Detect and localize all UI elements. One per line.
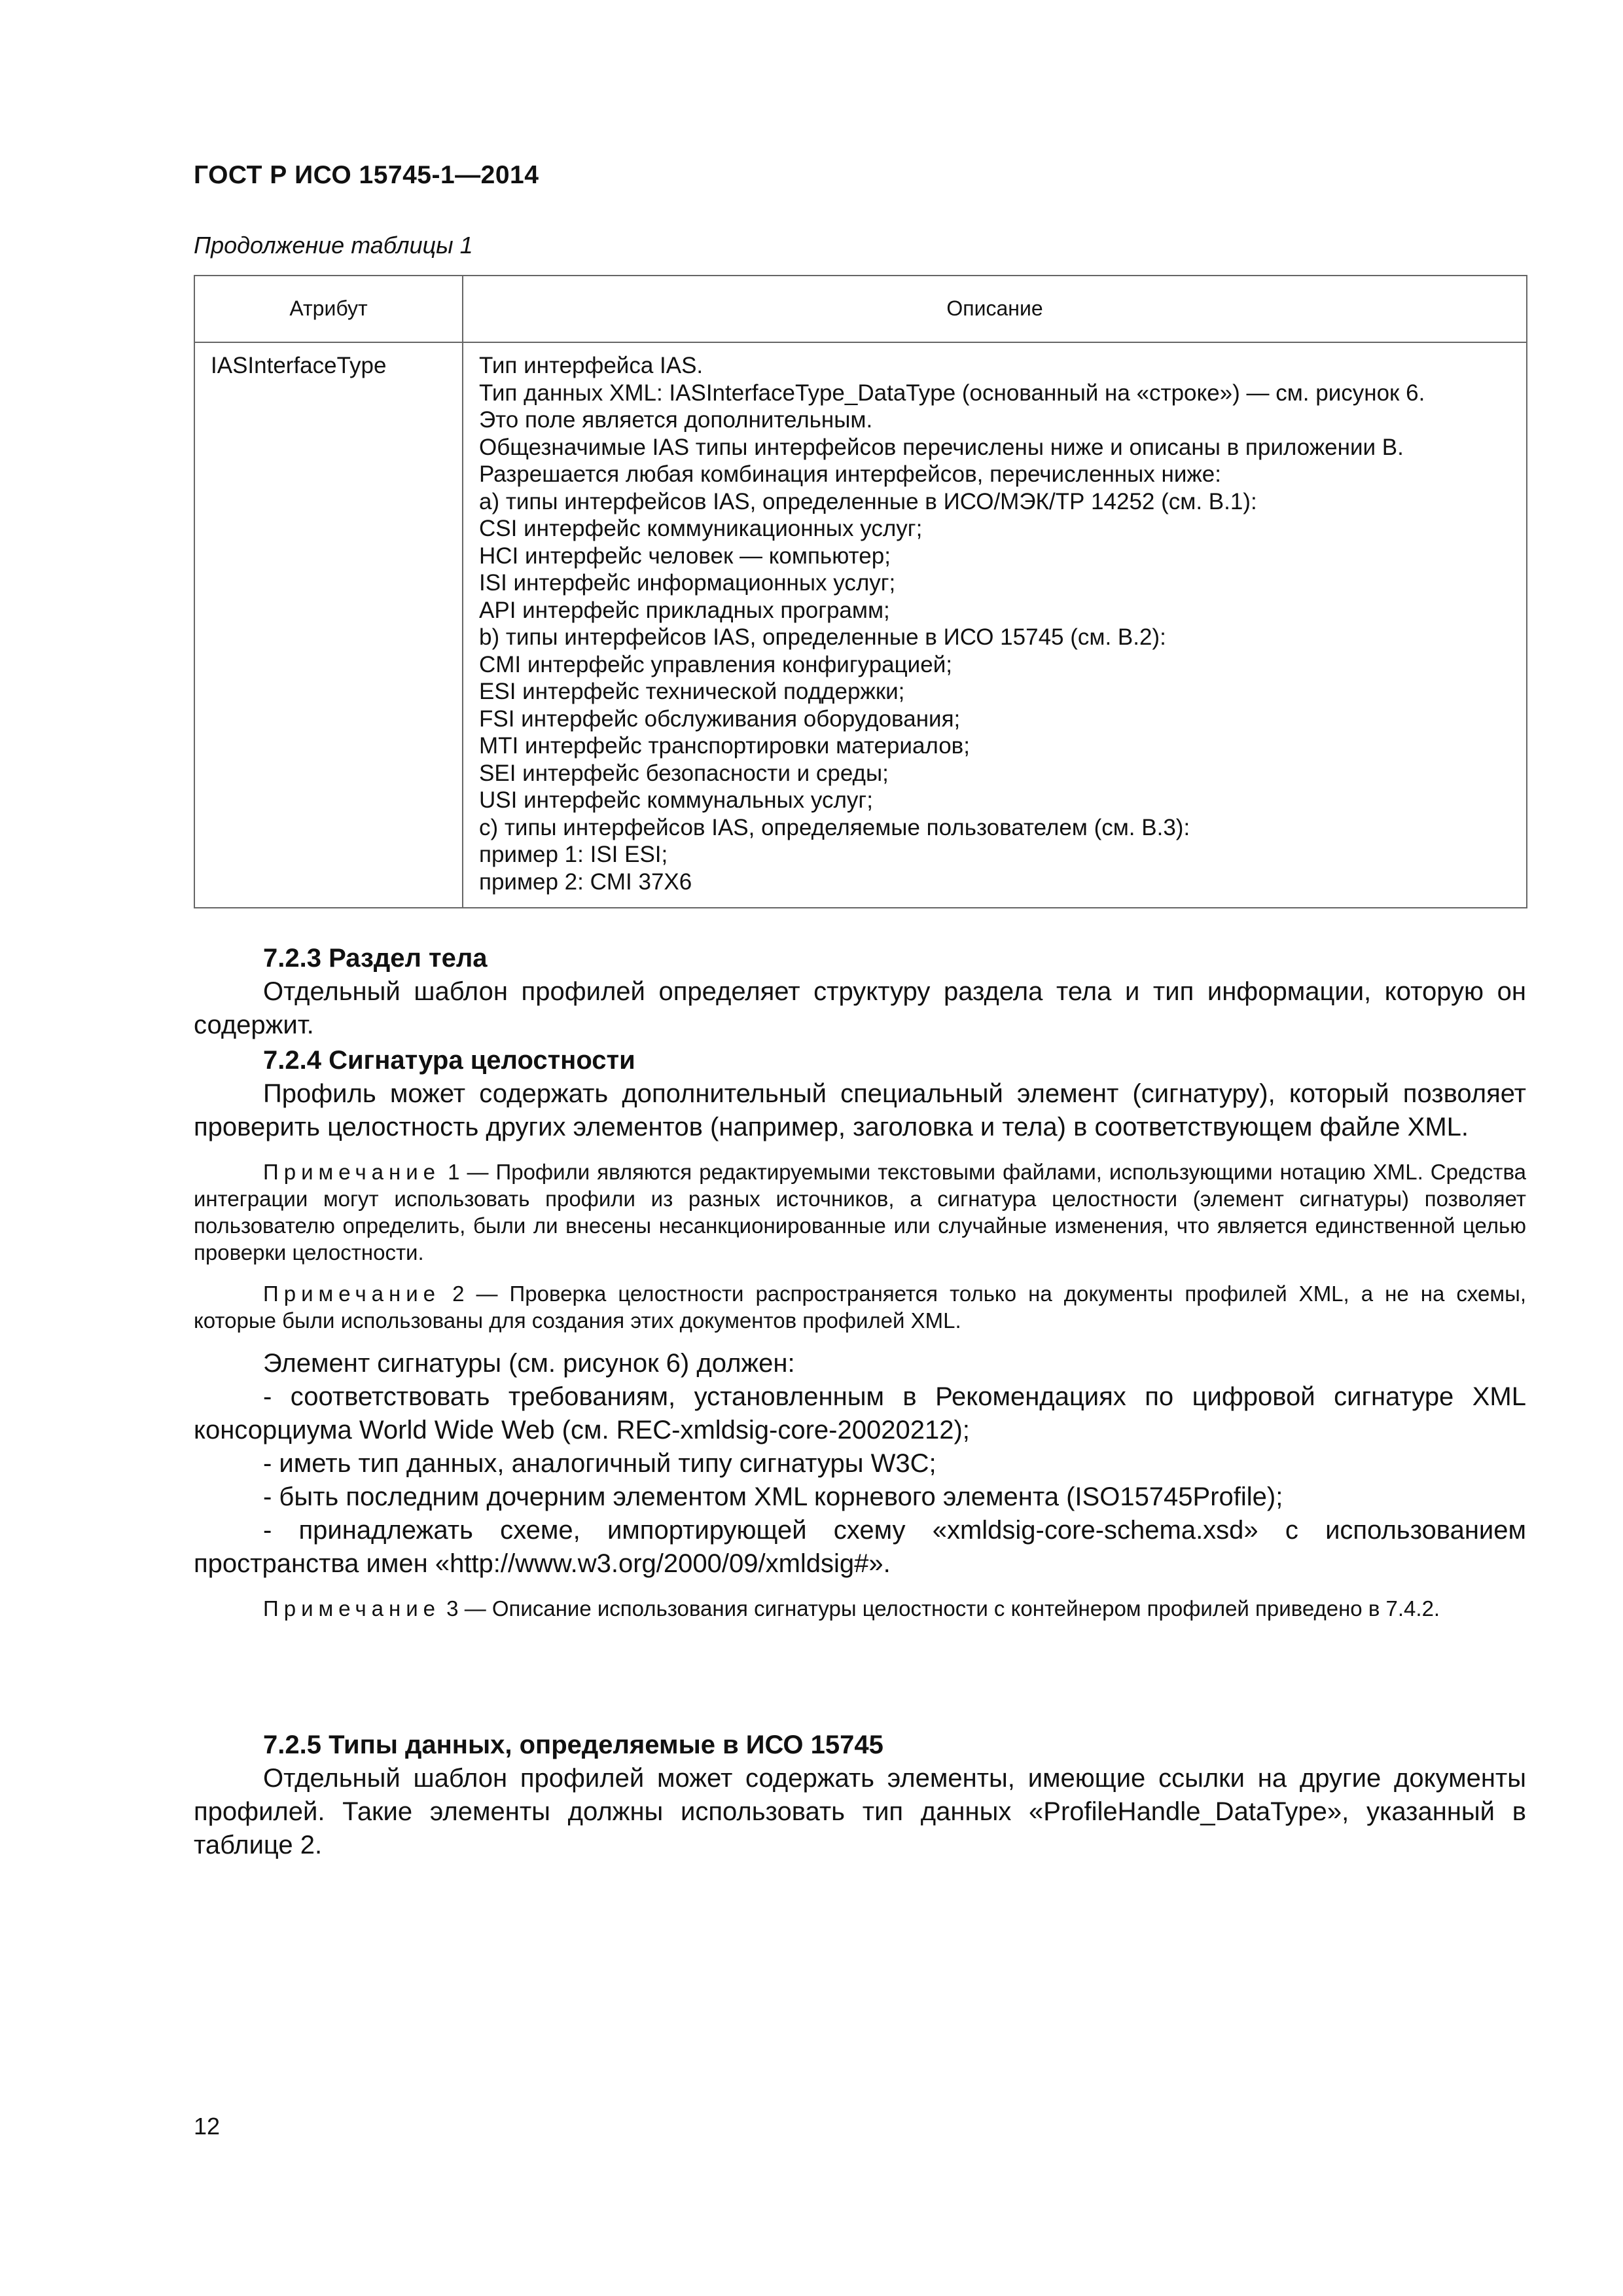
note-1 xyxy=(194,1158,1526,1266)
description-line: a) типы интерфейсов IAS, определенные в ИСО/МЭК/ТР 14252 (см. В.1): xyxy=(479,488,1257,514)
table-caption: Продолжение таблицы 1 xyxy=(194,232,473,259)
description-cell xyxy=(463,342,1527,908)
note-label: Примечание xyxy=(263,1596,441,1621)
list-item: - принадлежать схеме, импортирующей схему «xmldsig-core-schema.xsd» с использованием пространства имен «http://www.w3.org/2000/09/xmldsig#». xyxy=(194,1516,1526,1578)
note-label: Примечание xyxy=(263,1282,441,1306)
page-header-standard-id: ГОСТ Р ИСО 15745-1—2014 xyxy=(194,161,539,189)
attribute-cell: IASInterfaceType xyxy=(194,342,463,908)
description-line: CMI интерфейс управления конфигурацией; xyxy=(479,651,952,677)
description-line: пример 2: CMI 37X6 xyxy=(479,869,692,895)
column-header-description: Описание xyxy=(463,276,1527,342)
note-text: 2 — Проверка целостности распространяется только на документы профилей XML, а не на схемы, которые были использованы для создания этих документов профилей XML. xyxy=(194,1282,1526,1333)
description-line: b) типы интерфейсов IAS, определенные в ИСО 15745 (см. В.2): xyxy=(479,624,1166,650)
note-3 xyxy=(194,1595,1526,1622)
note-2 xyxy=(194,1280,1526,1334)
section-7-2-3 xyxy=(194,941,1526,1042)
description-line: MTI интерфейс транспортировки материалов; xyxy=(479,733,971,759)
section-text: Отдельный шаблон профилей может содержать элементы, имеющие ссылки на другие документы профилей. Такие элементы должны использовать тип данных «ProfileHandle_DataType», указанный в таблице 2. xyxy=(194,1764,1526,1859)
description-line: API интерфейс прикладных программ; xyxy=(479,597,890,623)
section-title: 7.2.3 Раздел тела xyxy=(263,944,488,973)
description-line: c) типы интерфейсов IAS, определяемые пользователем (см. В.3): xyxy=(479,814,1190,840)
note-label: Примечание xyxy=(263,1160,441,1184)
section-title: 7.2.5 Типы данных, определяемые в ИСО 15745 xyxy=(263,1731,883,1759)
attributes-table xyxy=(194,275,1527,908)
description-line: ISI интерфейс информационных услуг; xyxy=(479,570,896,596)
description-line: ESI интерфейс технической поддержки; xyxy=(479,679,905,704)
section-text: Профиль может содержать дополнительный специальный элемент (сигнатуру), который позволяет проверить целостность других элементов (например, заголовка и тела) в соответствующем файле XML. xyxy=(194,1079,1526,1141)
description-line: Тип интерфейса IAS. xyxy=(479,353,704,378)
note-text: 3 — Описание использования сигнатуры целостности с контейнером профилей приведено в 7.4.2. xyxy=(440,1596,1440,1621)
section-7-2-4 xyxy=(194,1043,1526,1622)
page-number: 12 xyxy=(194,2113,221,2140)
section-text: Отдельный шаблон профилей определяет структуру раздела тела и тип информации, которую он содержит. xyxy=(194,977,1526,1039)
description-line: CSI интерфейс коммуникационных услуг; xyxy=(479,516,923,541)
description-line: Это поле является дополнительным. xyxy=(479,407,873,433)
description-line: HCI интерфейс человек — компьютер; xyxy=(479,543,891,569)
table-row xyxy=(194,342,1527,908)
note-text: 1 — Профили являются редактируемыми текстовыми файлами, использующими нотацию XML. Средства интеграции могут использовать профили из разных источников, а сигнатура целостности (элемент сигнатуры) позволяет пользователю определить, были ли внесены несанкционированные или случайные изменения, что является единственной целью проверки целостности. xyxy=(194,1160,1526,1265)
column-header-attribute: Атрибут xyxy=(194,276,463,342)
description-line: USI интерфейс коммунальных услуг; xyxy=(479,787,873,813)
description-line: Общезначимые IAS типы интерфейсов перечислены ниже и описаны в приложении В. xyxy=(479,434,1404,460)
description-line: пример 1: ISI ESI; xyxy=(479,842,668,867)
section-7-2-5 xyxy=(194,1728,1526,1862)
description-line: Тип данных XML: IASInterfaceType_DataType (основанный на «строке») — см. рисунок 6. xyxy=(479,380,1425,406)
signature-intro: Элемент сигнатуры (см. рисунок 6) должен: xyxy=(263,1349,795,1378)
list-item: - быть последним дочерним элементом XML корневого элемента (ISO15745Profile); xyxy=(263,1482,1283,1511)
list-item: - иметь тип данных, аналогичный типу сигнатуры W3C; xyxy=(263,1449,936,1478)
description-line: Разрешается любая комбинация интерфейсов, перечисленных ниже: xyxy=(479,461,1221,487)
list-item: - соответствовать требованиям, установленным в Рекомендациях по цифровой сигнатуре XML консорциума World Wide Web (см. REC-xmldsig-core-20020212); xyxy=(194,1382,1526,1444)
description-line: FSI интерфейс обслуживания оборудования; xyxy=(479,706,961,732)
description-line: SEI интерфейс безопасности и среды; xyxy=(479,760,889,786)
section-title: 7.2.4 Сигнатура целостности xyxy=(263,1046,635,1075)
table-header-row xyxy=(194,276,1527,342)
